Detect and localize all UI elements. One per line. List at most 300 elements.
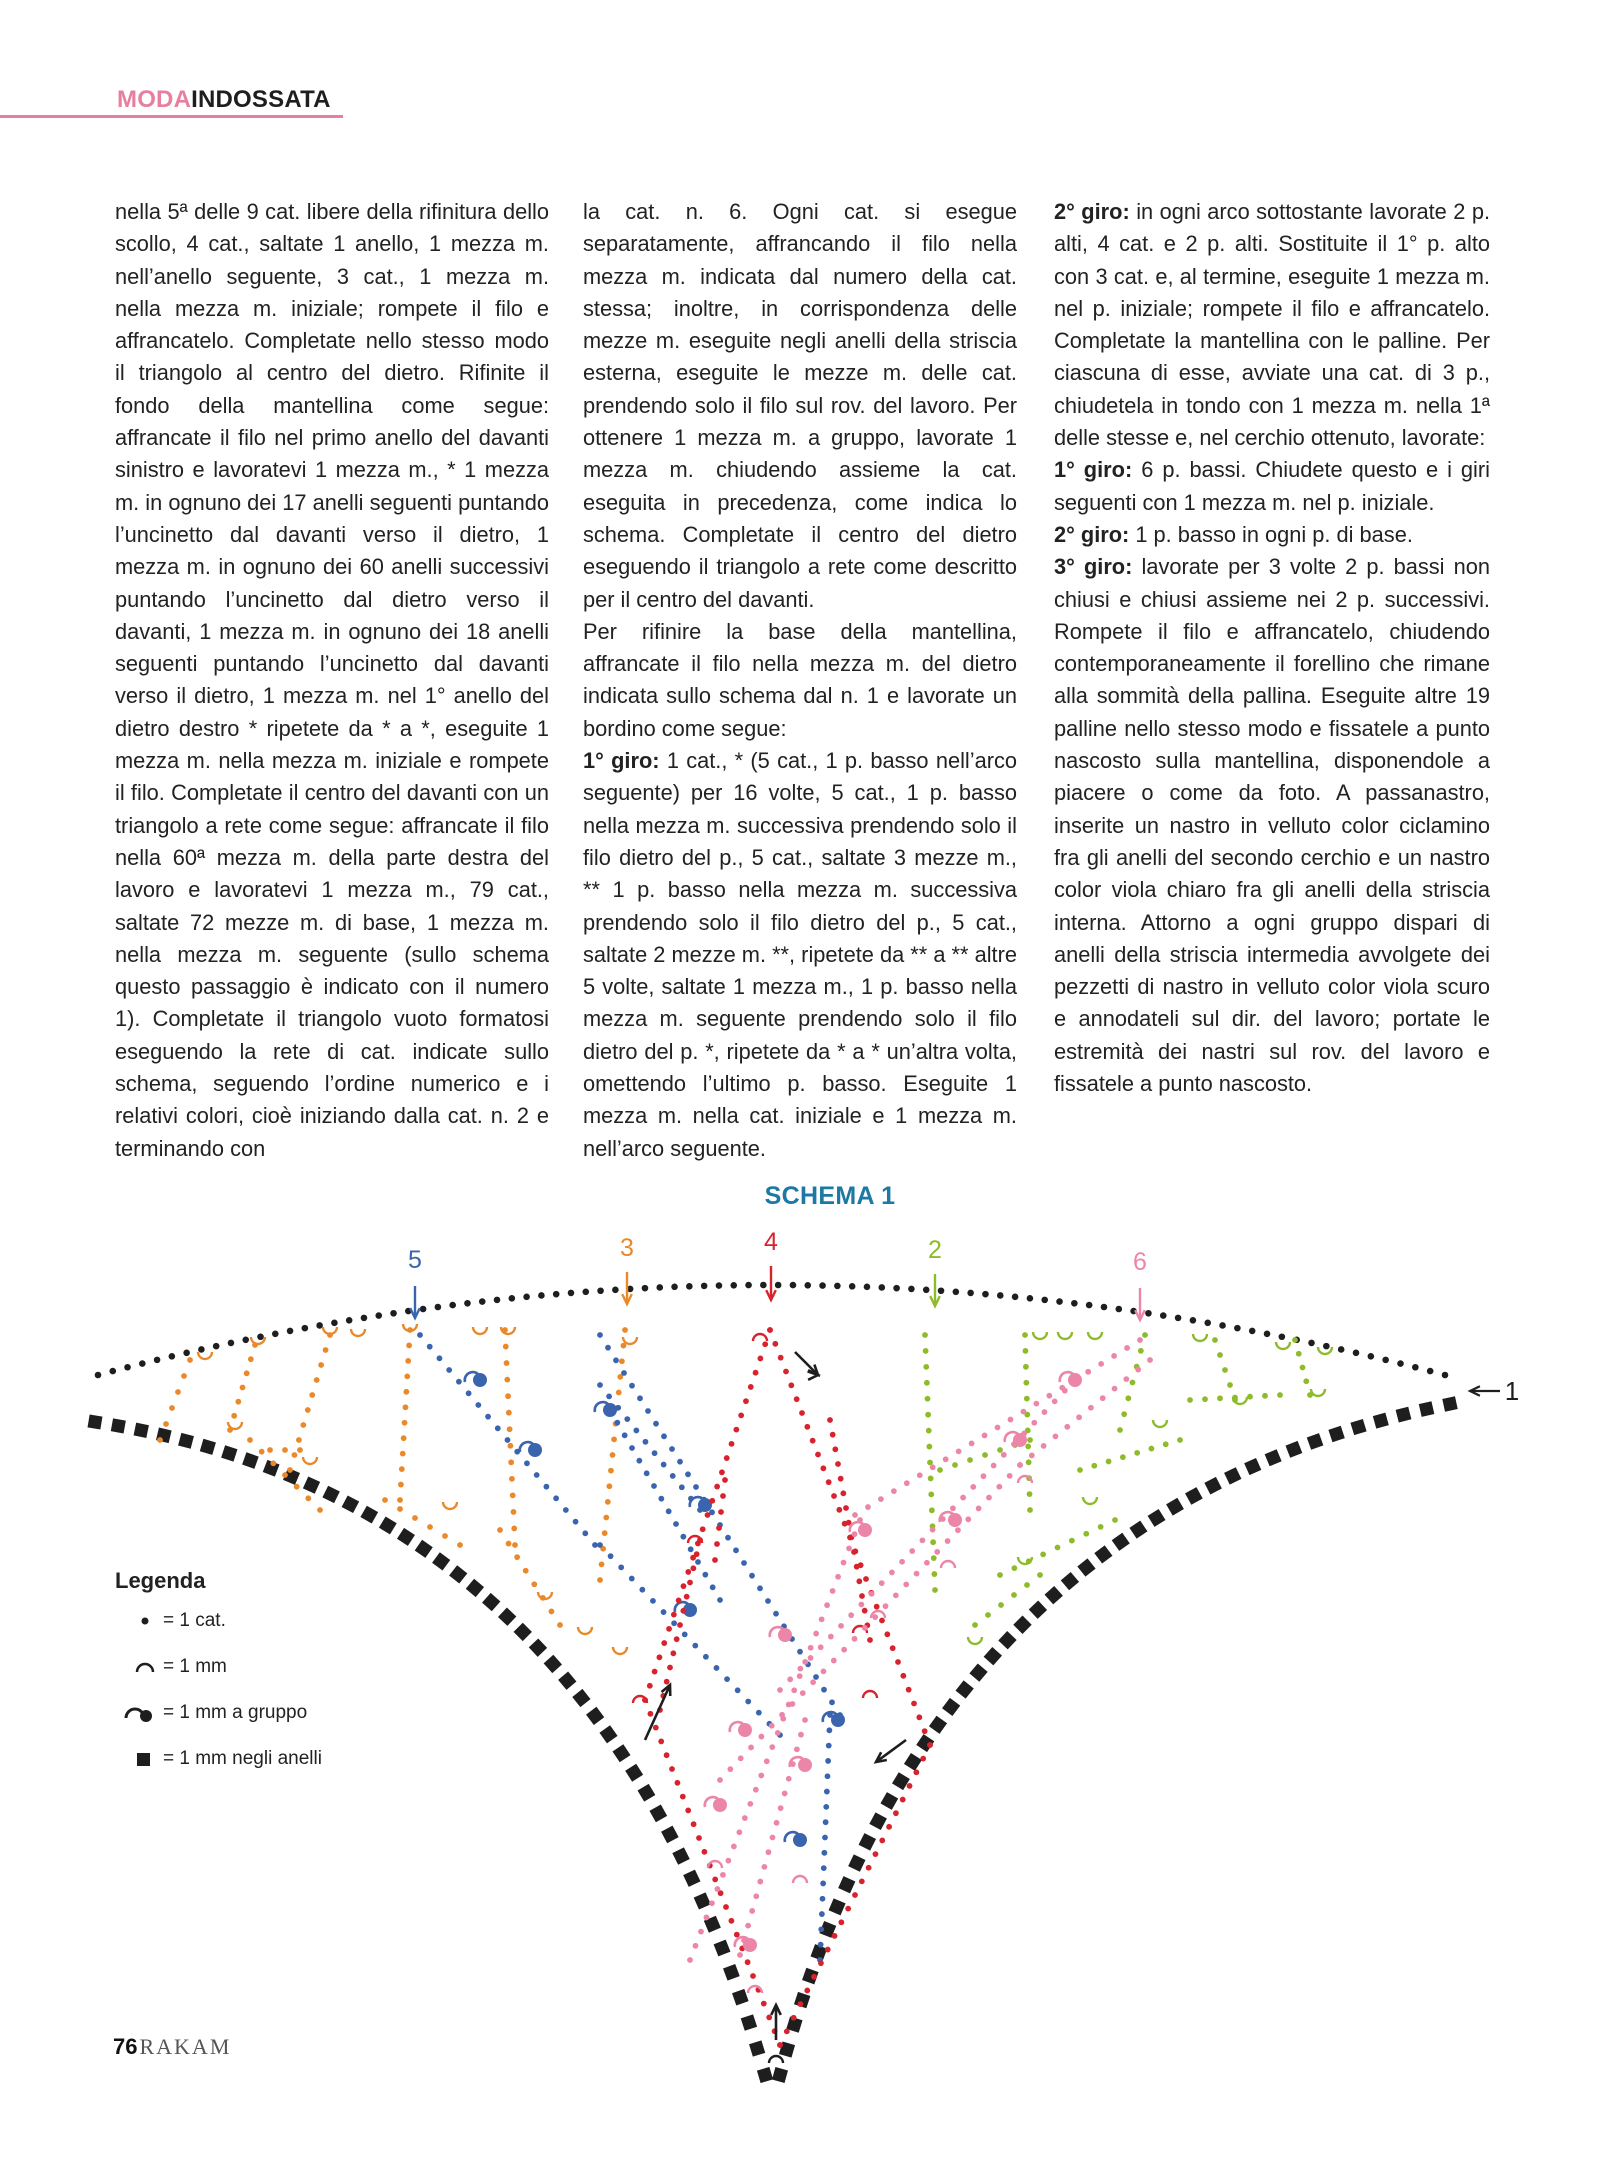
- chain-dot: [932, 1587, 938, 1593]
- chain-dot: [1098, 1524, 1104, 1530]
- chain-dot: [361, 1315, 368, 1322]
- chain-dot: [825, 1773, 831, 1779]
- chain-dot: [838, 1919, 844, 1925]
- ring-square: [1204, 1477, 1222, 1495]
- chain-dot: [804, 1282, 811, 1289]
- chain-dot: [924, 1380, 930, 1386]
- group-arc: [790, 1757, 803, 1767]
- square-icon: [115, 1744, 159, 1774]
- chain-dot: [657, 1707, 663, 1713]
- chain-dot: [805, 1661, 811, 1667]
- slip-stitch-arc: [1083, 1497, 1097, 1504]
- chain-dot: [859, 1593, 865, 1599]
- chain-dot: [1308, 1340, 1315, 1347]
- ring-square: [1148, 1509, 1166, 1527]
- chain-dot: [505, 1437, 511, 1443]
- chain-dot: [669, 1446, 675, 1452]
- chain-dot: [382, 1497, 388, 1503]
- chain-dot: [913, 1769, 919, 1775]
- chain-dot: [691, 1821, 697, 1827]
- chain-dot: [911, 1701, 917, 1707]
- chain-dot: [960, 1495, 966, 1501]
- chain-dot: [621, 1370, 627, 1376]
- chain-dot: [745, 1959, 751, 1965]
- chain-dot: [506, 1541, 512, 1547]
- chain-dot: [698, 1929, 704, 1935]
- text-column-2: [583, 196, 1017, 1165]
- slip-stitch-arc: [1318, 1347, 1332, 1354]
- chain-dot: [247, 1437, 253, 1443]
- chain-dot: [862, 1625, 868, 1631]
- chain-dot: [777, 1732, 783, 1738]
- chain-dot: [509, 1476, 515, 1482]
- chain-dot: [1011, 1565, 1017, 1571]
- ring-square: [1094, 1545, 1112, 1563]
- ring-square: [929, 1716, 947, 1734]
- paragraph: [1054, 454, 1490, 519]
- chain-dot: [405, 1358, 411, 1364]
- round-label: 3° giro:: [1054, 554, 1133, 580]
- legend-item-group: [115, 1698, 322, 1744]
- chain-dot: [790, 1282, 797, 1289]
- chain-dot: [685, 1808, 691, 1814]
- chain-dot: [741, 1937, 747, 1943]
- chain-dot: [685, 1471, 691, 1477]
- chain-dot: [231, 1413, 237, 1419]
- ring-square: [956, 1680, 974, 1698]
- chain-dot: [653, 1421, 659, 1427]
- paragraph-text: Per rifinire la base della mantellina, affrancate il filo nella mezza m. del dietro indicata sullo schema dal n. 1 e lavorate un bordino come segue:: [583, 618, 1017, 741]
- chain-dot: [637, 1395, 643, 1401]
- chain-dot: [864, 1622, 870, 1628]
- chain-dot: [981, 1473, 987, 1479]
- chain-dot: [642, 1697, 648, 1703]
- chain-dot: [783, 1369, 789, 1375]
- chain-dot: [602, 1530, 608, 1536]
- chain-dot: [693, 1943, 699, 1949]
- chain-dot: [658, 1496, 664, 1502]
- chain-dot: [1279, 1333, 1286, 1340]
- chain-dot: [825, 1947, 831, 1953]
- chain-dot: [878, 1496, 884, 1502]
- chain-dot: [712, 1557, 718, 1563]
- chain-dot: [852, 1636, 858, 1642]
- chain-dot: [464, 1300, 471, 1307]
- chain-dot: [737, 1952, 743, 1958]
- chain-dot: [830, 1432, 836, 1438]
- chain-dot: [852, 1548, 858, 1554]
- chain-dot: [495, 1425, 501, 1431]
- slip-stitch-arc: [863, 1691, 877, 1698]
- group-ball: [858, 1523, 872, 1537]
- chain-dot: [762, 1341, 768, 1347]
- chain-dot: [696, 1835, 702, 1841]
- arrow-head: [766, 1290, 776, 1300]
- chain-dot: [652, 1669, 658, 1675]
- chain-dot: [1382, 1357, 1389, 1364]
- chain-dot: [466, 1390, 472, 1396]
- chain-dot: [856, 1578, 862, 1584]
- chain-dot: [967, 1290, 974, 1297]
- slip-stitch-arc: [613, 1647, 627, 1654]
- chain-dot: [829, 1699, 835, 1705]
- chain-dot: [879, 1580, 885, 1586]
- ring-square: [156, 1427, 172, 1443]
- chain-dot: [928, 1476, 934, 1482]
- chain-dot: [695, 1559, 701, 1565]
- chain-dot: [766, 1849, 772, 1855]
- slip-stitch-arc: [351, 1329, 365, 1336]
- chain-dot: [852, 1531, 858, 1537]
- legend-item-chain: [115, 1606, 322, 1652]
- chain-dot: [914, 1571, 920, 1577]
- arrow-shaft: [795, 1352, 818, 1375]
- chain-dot: [702, 1849, 708, 1855]
- chain-dot: [568, 1290, 575, 1297]
- slip-stitch-arc: [769, 2056, 783, 2063]
- chain-dot: [846, 1545, 852, 1551]
- chain-dot: [709, 1498, 715, 1504]
- chain-dot: [743, 1398, 749, 1404]
- chain-dot: [614, 1405, 620, 1411]
- legend-label: = 1 mm negli anelli: [163, 1748, 322, 1769]
- chain-dot: [599, 1561, 605, 1567]
- chain-dot: [449, 1302, 456, 1309]
- chain-dot: [774, 1820, 780, 1826]
- slip-stitch-arc: [578, 1627, 592, 1634]
- chain-dot: [799, 1410, 805, 1416]
- chain-dot: [779, 1712, 785, 1718]
- ring-square: [1350, 1419, 1366, 1435]
- chain-dot: [938, 1287, 945, 1294]
- chain-dot: [907, 1783, 913, 1789]
- ring-square: [802, 1968, 819, 1985]
- ring-square: [661, 1826, 679, 1844]
- arrow-head: [622, 1294, 632, 1304]
- chain-dot: [955, 1527, 961, 1533]
- slip-stitch-arc: [501, 1327, 515, 1334]
- chain-dot: [485, 1414, 491, 1420]
- chain-dot: [1160, 1312, 1167, 1319]
- paragraph-text: lavorate per 3 volte 2 p. bassi non chiusi e chiusi assieme nei 2 p. successivi. Rompete il filo e affrancatelo, chiudendo contemporaneamente il forellino che rimane alla sommità della pallina. Eseguite altre 19 palline nello stesso modo e fissatele a punto nascosto sulla mantellina, disponendole a piacere o come da foto. A passanastro, inserite un nastro in velluto color ciclamino fra gli anelli del secondo cerchio e un nastro color viola chiaro fra gli anelli della striscia interna. Attorno a ogni gruppo dispari di anelli della striscia intermedia avvolgete dei pezzetti di nastro in velluto color viola scuro e annodateli sul dir. del lavoro; portate le estremità dei nastri sul rov. del lavoro e fissatele a punto nascosto.: [1054, 554, 1490, 1097]
- chain-dot: [642, 1285, 649, 1292]
- chain-dot: [1217, 1352, 1223, 1358]
- group-ball: [683, 1603, 697, 1617]
- chain-dot: [741, 1560, 747, 1566]
- chain-dot: [810, 1679, 816, 1685]
- chain-dot: [852, 1512, 858, 1518]
- chain-dot: [435, 1304, 442, 1311]
- slip-stitch-arc: [403, 1324, 417, 1331]
- chain-dot: [791, 2015, 797, 2021]
- chain-dot: [563, 1507, 569, 1513]
- ring-square: [1224, 1467, 1241, 1484]
- chain-dot: [305, 1407, 311, 1413]
- arrow-head: [808, 1365, 818, 1375]
- paragraph-text: 1 cat., * (5 cat., 1 p. basso nell’arco seguente) per 16 volte, 5 cat., 1 p. basso nella mezza m. successiva prendendo solo il filo dietro del p., 5 cat., saltate 3 mezze m., ** 1 p. basso nella mezza m. successiva prendendo solo il filo dietro del p., 5 cat., saltate 2 mezze m. **, ripetete da ** a ** altre 5 volte, saltate 1 mezza m., 1 p. basso nella mezza m. seguente prendendo solo il filo dietro del p. *, ripetete da * a * un’altra volta, omettendo l’ultimo p. basso. Eseguite 1 mezza m. nella cat. iniziale e 1 mezza m. nell’arco seguente.: [583, 748, 1017, 1161]
- chain-dot: [183, 1350, 190, 1357]
- slip-stitch-arc: [708, 1861, 722, 1868]
- chain-dot: [597, 1287, 604, 1294]
- group-arc: [1005, 1432, 1018, 1442]
- arrow-head: [771, 2005, 781, 2015]
- chain-dot: [852, 1892, 858, 1898]
- chain-dot: [819, 1282, 826, 1289]
- chain-dot: [832, 1933, 838, 1939]
- chain-dot: [923, 1348, 929, 1354]
- chain-dot: [777, 2042, 783, 2048]
- chain-dot: [479, 1298, 486, 1305]
- ring-square: [482, 1593, 500, 1611]
- chain-dot: [849, 1283, 856, 1290]
- chain-dot: [843, 1505, 849, 1511]
- chain-dot: [945, 1538, 951, 1544]
- chain-dot: [615, 1405, 621, 1411]
- ring-square: [848, 1854, 865, 1871]
- chain-dot: [865, 1504, 871, 1510]
- slip-stitch-arc: [853, 1626, 867, 1633]
- chain-dot: [995, 1425, 1001, 1431]
- chain-dot: [1088, 1405, 1094, 1411]
- chain-dot: [671, 1612, 677, 1618]
- chain-dot: [1026, 1475, 1032, 1481]
- chain-dot: [622, 1327, 628, 1333]
- chain-dot: [1008, 1417, 1014, 1423]
- section-title-black: INDOSSATA: [191, 86, 331, 113]
- chain-dot: [627, 1286, 634, 1293]
- chain-dot: [784, 2028, 790, 2034]
- chain-dot: [617, 1374, 623, 1380]
- chain-dot: [660, 1693, 666, 1699]
- chain-dot: [680, 1608, 686, 1614]
- chain-dot: [996, 1484, 1002, 1490]
- chain-dot: [618, 1564, 624, 1570]
- chain-dot: [503, 1344, 509, 1350]
- chain-dot: [756, 1987, 762, 1993]
- chain-dot: [582, 1288, 589, 1295]
- ring-square: [683, 1870, 700, 1887]
- group-arc: [1060, 1372, 1073, 1382]
- chain-dot: [906, 1687, 912, 1693]
- chain-dot: [797, 1673, 803, 1679]
- chain-dot: [1012, 1442, 1018, 1448]
- chain-dot: [1293, 1336, 1300, 1343]
- chain-dot: [810, 1438, 816, 1444]
- chain-dot: [1353, 1350, 1360, 1357]
- chain-dot: [727, 1766, 733, 1772]
- group-arc: [940, 1512, 953, 1522]
- ring-square: [1244, 1458, 1261, 1475]
- chain-dot: [900, 1673, 906, 1679]
- chain-dot: [1027, 1295, 1034, 1302]
- chain-dot: [300, 1422, 306, 1428]
- chain-dot: [702, 1572, 708, 1578]
- chain-dot: [767, 1327, 773, 1333]
- chain-dot: [1427, 1368, 1434, 1375]
- chain-dot: [758, 1773, 764, 1779]
- chain-dot: [514, 1449, 520, 1455]
- slip-stitch-arc: [753, 1334, 767, 1341]
- ring-square: [638, 1784, 656, 1802]
- chain-dot: [717, 1597, 723, 1603]
- chain-dot: [643, 1439, 649, 1445]
- chain-dot: [705, 1512, 711, 1518]
- chain-dot: [656, 1284, 663, 1291]
- chain-dot: [1142, 1332, 1148, 1338]
- chain-dot: [688, 1496, 694, 1502]
- chain-dot: [664, 1752, 670, 1758]
- chain-dot: [1232, 1395, 1238, 1401]
- chain-dot: [437, 1355, 443, 1361]
- chain-dot: [664, 1679, 670, 1685]
- chain-dot: [682, 1632, 688, 1638]
- chain-dot: [282, 1472, 288, 1478]
- chain-dot: [893, 1810, 899, 1816]
- group-ball: [743, 1938, 757, 1952]
- chain-dot: [920, 1756, 926, 1762]
- paragraph-text: 1 p. basso in ogni p. di base.: [1129, 521, 1413, 547]
- chain-dot: [934, 1549, 940, 1555]
- chain-dot: [982, 1291, 989, 1298]
- chain-dot: [864, 1284, 871, 1291]
- slip-stitch-arc: [1018, 1476, 1032, 1483]
- ring-square: [466, 1579, 484, 1597]
- chain-dot: [925, 1412, 931, 1418]
- chain-dot: [523, 1294, 530, 1301]
- chain-dot: [920, 1537, 926, 1543]
- chain-dot: [510, 1492, 516, 1498]
- chain-dot: [770, 1835, 776, 1841]
- group-ball: [698, 1498, 712, 1512]
- chain-dot: [1052, 1398, 1058, 1404]
- chain-dot: [718, 1890, 724, 1896]
- chain-dot: [697, 1537, 703, 1543]
- ring-square: [178, 1433, 194, 1449]
- group-ball: [713, 1798, 727, 1812]
- chain-dot: [607, 1407, 613, 1413]
- chain-dot: [1147, 1357, 1153, 1363]
- chain-dot: [815, 1452, 821, 1458]
- chain-dot: [835, 1461, 841, 1467]
- chain-dot: [720, 1493, 726, 1499]
- chain-dot: [820, 1465, 826, 1471]
- chain-dot: [893, 1592, 899, 1598]
- chain-dot: [661, 1462, 667, 1468]
- chain-dot: [629, 1383, 635, 1389]
- chain-dot: [745, 1699, 751, 1705]
- chain-dot: [1022, 1332, 1028, 1338]
- chain-dot: [505, 1393, 511, 1399]
- chain-dot: [733, 1547, 739, 1553]
- group-ball: [473, 1373, 487, 1387]
- chain-dot: [1296, 1351, 1302, 1357]
- chain-dot: [612, 1286, 619, 1293]
- chain-dot: [869, 1591, 875, 1597]
- chain-dot: [797, 1666, 803, 1672]
- paragraph-text: la cat. n. 6. Ogni cat. si esegue separatamente, affrancando il filo nella mezza m. indicata dal numero della cat. stessa; inoltre, in corrispondenza delle mezze m. eseguite negli anelli della striscia esterna, eseguite le mezze m. delle cat. prendendo solo il filo sul rov. del lavoro. Per ottenere 1 mezza m. a gruppo, lavorate 1 mezza m. chiudendo assieme la cat. eseguita in precedenza, come indica lo schema. Completate il centro del dietro eseguendo il triangolo a rete come descritto per il centro del davanti.: [583, 199, 1017, 612]
- ring-square: [786, 2016, 802, 2032]
- chain-dot: [879, 1838, 885, 1844]
- chain-dot: [802, 1659, 808, 1665]
- chain-dot: [831, 1658, 837, 1664]
- chain-dot: [717, 1777, 723, 1783]
- legend-label: = 1 cat.: [163, 1610, 226, 1631]
- chain-dot: [657, 1654, 663, 1660]
- slip-stitch-arc: [228, 1422, 242, 1429]
- ring-square: [498, 1608, 516, 1626]
- chain-dot: [390, 1310, 397, 1317]
- chain-dot: [1175, 1315, 1182, 1322]
- chain-dot: [613, 1421, 619, 1427]
- chain-dot: [1027, 1507, 1033, 1513]
- chain-dot: [738, 1755, 744, 1761]
- chain-dot: [412, 1515, 418, 1521]
- chain-dot: [943, 1456, 949, 1462]
- chain-dot: [1303, 1378, 1309, 1384]
- chain-dot: [109, 1368, 116, 1375]
- slip-stitch-arc: [1033, 1332, 1047, 1339]
- chain-dot: [712, 1877, 718, 1883]
- chain-dot: [714, 1484, 720, 1490]
- chain-dot: [739, 1946, 745, 1952]
- chain-dot: [883, 1603, 889, 1609]
- ring-square: [449, 1565, 467, 1583]
- chain-dot: [1077, 1467, 1083, 1473]
- chain-dot: [457, 1542, 463, 1548]
- chain-dot: [1071, 1300, 1078, 1307]
- chain-dot: [1059, 1385, 1065, 1391]
- chain-dot: [671, 1284, 678, 1291]
- ring-square: [984, 1647, 1002, 1665]
- chain-dot: [497, 1527, 503, 1533]
- chain-dot: [692, 1643, 698, 1649]
- chain-dot: [690, 1565, 696, 1571]
- chain-dot: [1121, 1411, 1127, 1417]
- ring-square: [859, 1833, 876, 1850]
- group-arc: [785, 1832, 798, 1842]
- chain-dot: [802, 1717, 808, 1723]
- chain-dot: [582, 1530, 588, 1536]
- chain-dot: [1219, 1322, 1226, 1329]
- group-arc: [850, 1522, 863, 1532]
- chain-dot: [169, 1405, 175, 1411]
- chain-dot: [684, 1594, 690, 1600]
- chain-dot: [886, 1824, 892, 1830]
- chain-dot: [722, 1477, 728, 1483]
- chain-dot: [636, 1458, 642, 1464]
- chain-dot: [671, 1620, 677, 1626]
- schema-marker-label: 3: [620, 1234, 634, 1262]
- chain-dot: [1135, 1367, 1141, 1373]
- ring-square: [1419, 1401, 1435, 1417]
- chain-dot: [676, 1597, 682, 1603]
- chain-dot: [524, 1460, 530, 1466]
- chain-dot: [139, 1360, 146, 1367]
- chain-dot: [786, 1702, 792, 1708]
- chain-dot: [674, 1636, 680, 1642]
- chain-dot: [734, 1932, 740, 1938]
- chain-dot: [1024, 1582, 1030, 1588]
- ring-square: [1061, 1572, 1079, 1590]
- chain-dot: [647, 1683, 653, 1689]
- schema-title: SCHEMA 1: [764, 1182, 896, 1210]
- chain-dot: [549, 1609, 555, 1615]
- chain-dot: [787, 1676, 793, 1682]
- chain-dot: [1323, 1343, 1330, 1350]
- group-arc: [690, 1497, 703, 1507]
- chain-dot: [818, 1942, 824, 1948]
- chain-dot: [1111, 1353, 1117, 1359]
